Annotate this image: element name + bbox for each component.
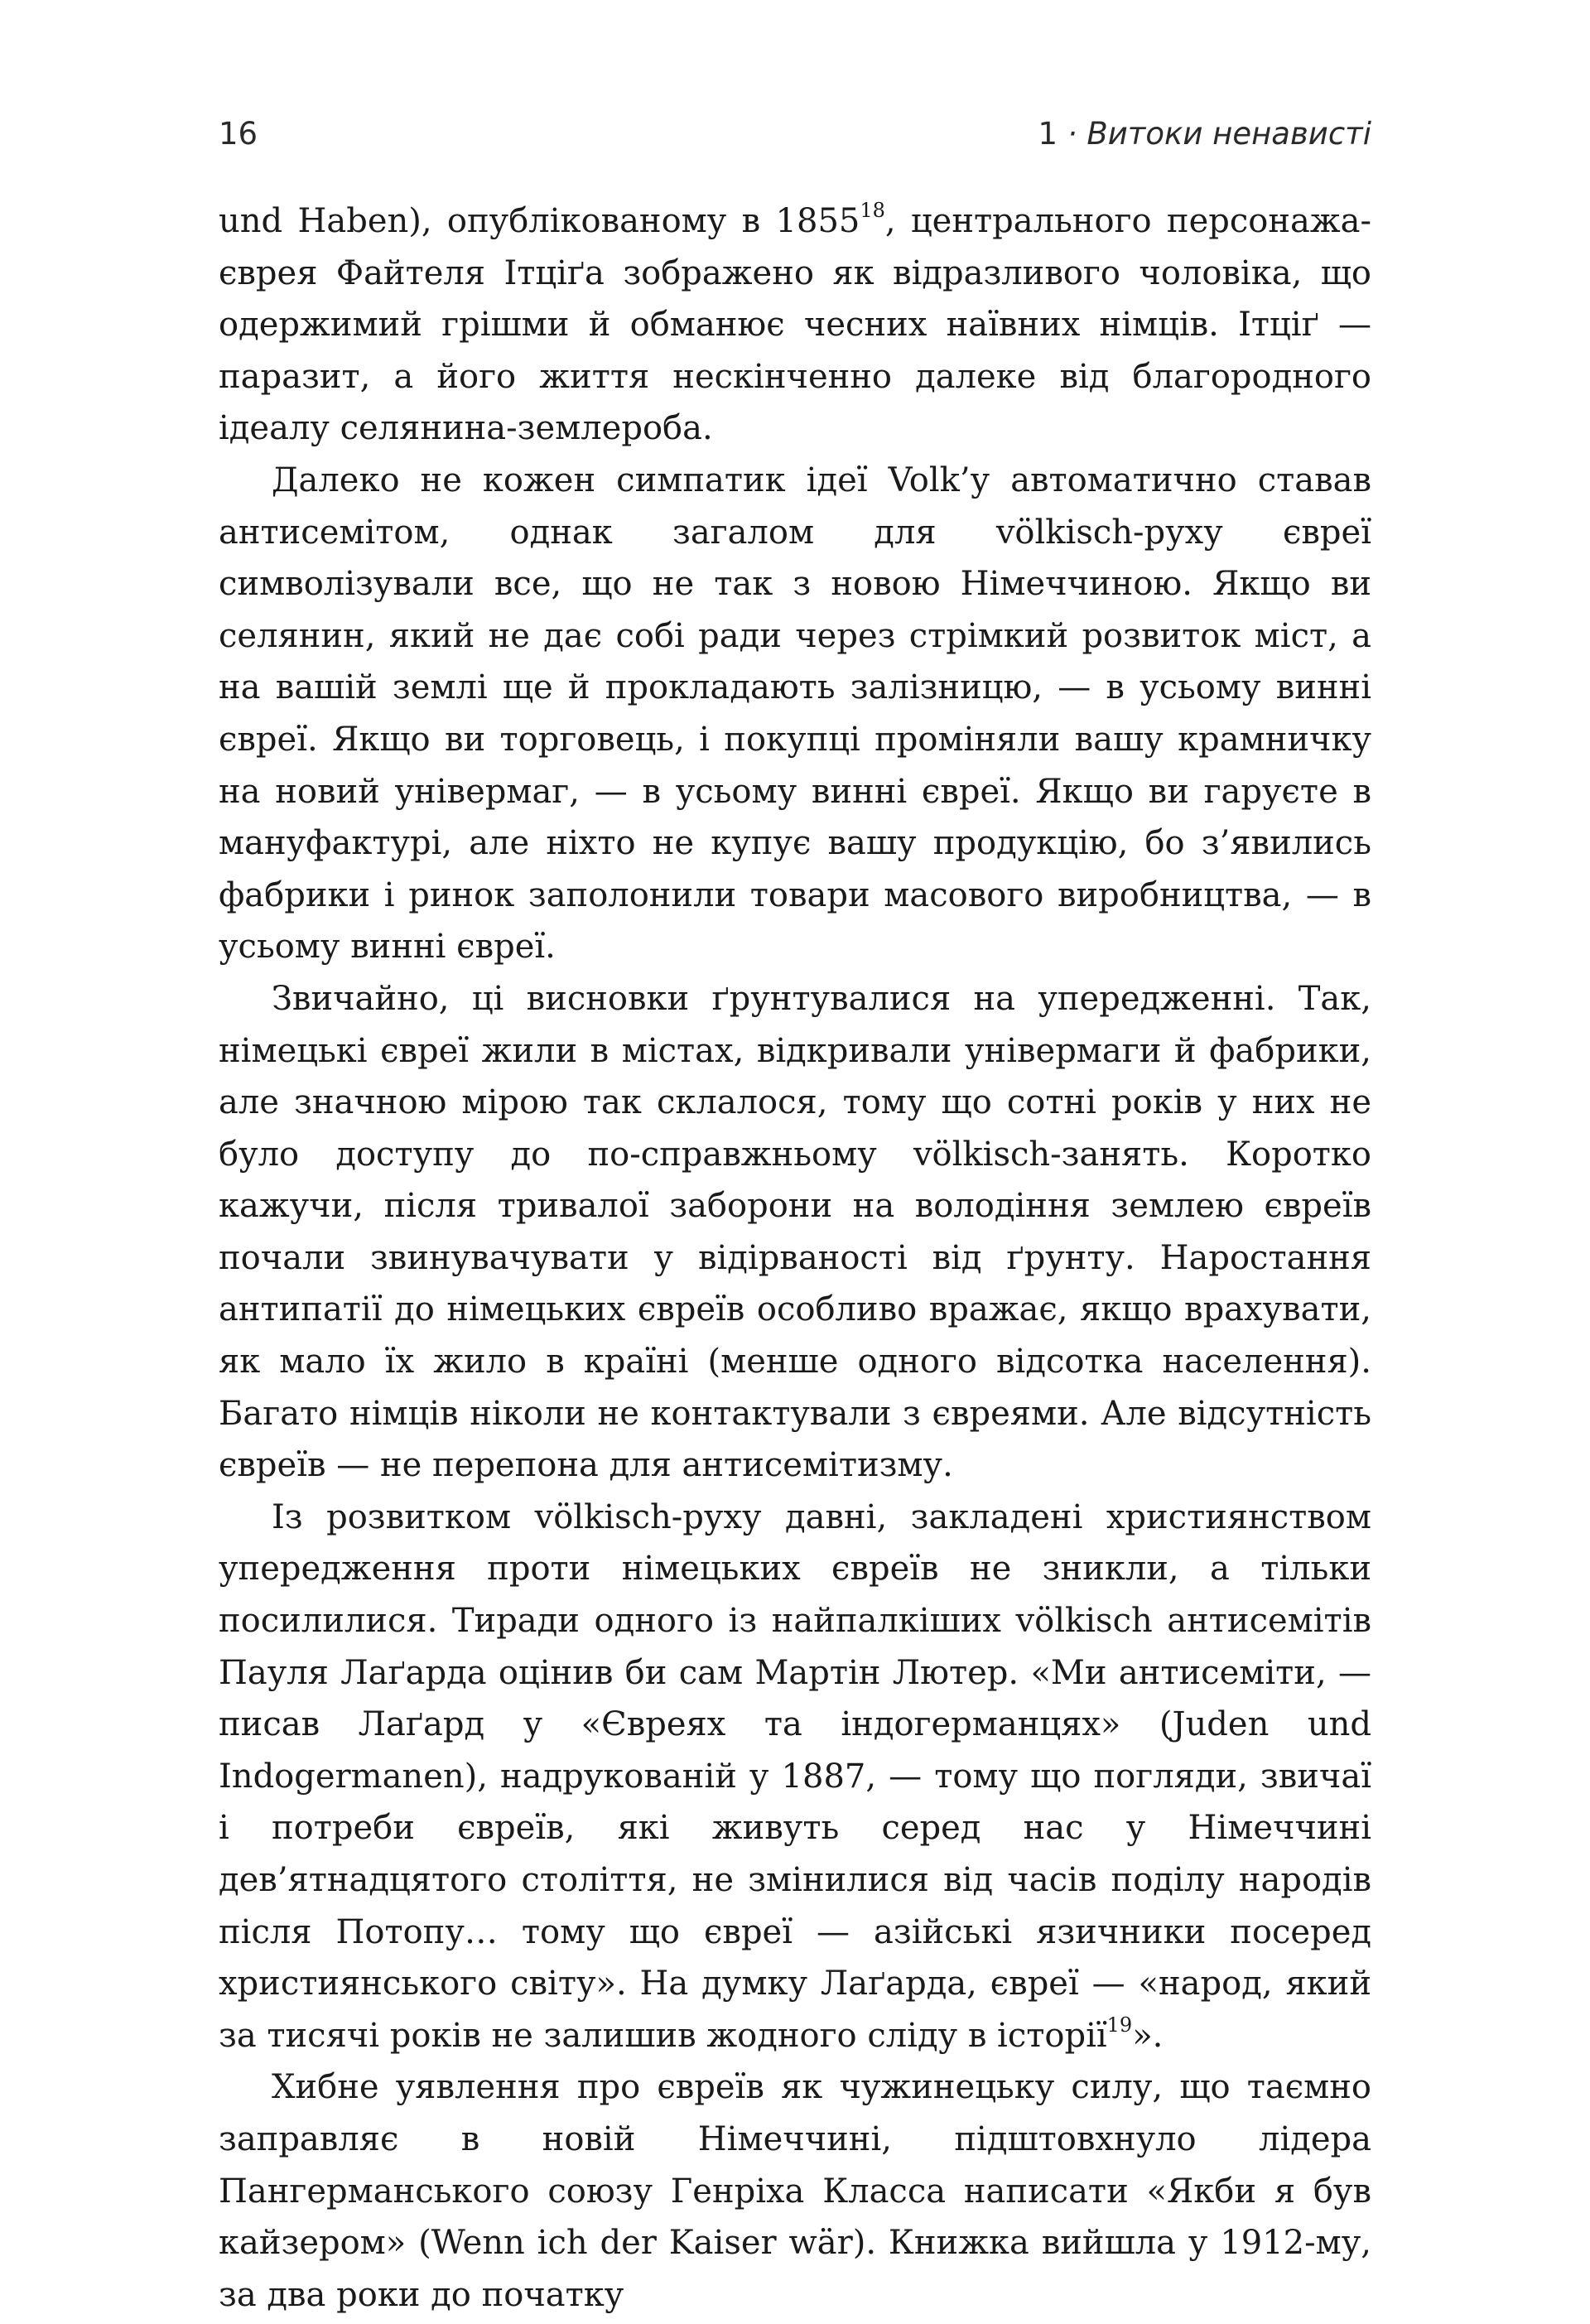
chapter-separator: · <box>1067 116 1077 152</box>
body-text <box>219 195 1371 2321</box>
chapter-reference <box>1038 116 1371 152</box>
paragraph <box>219 1492 1371 2062</box>
paragraph: Хибне уявлення про євреїв як чужинецьку силу, що таємно заправляє в новій Німеччині, підштовхнуло лідера Пангерманського союзу Генріха Класса написати «Якби я був кайзером» (Wenn ich der Kaiser wär). Книжка вийшла у 1912-му, за два роки до початку <box>219 2068 1371 2314</box>
paragraph-text: ». <box>1132 2016 1164 2055</box>
paragraph-text: Із розвитком völkisch-руху давні, закладені християнством упередження проти німецьких євреїв не зникли, а тільки посилилися. Тиради одного із найпалкіших völkisch антисемітів Пауля Лаґарда оцінив би сам Мартін Лютер. «Ми антисеміти, — писав Лаґард у «Євреях та індогерманцях» (Juden und Indogermanen), надрукованій у 1887, — тому що погляди, звичаї і потреби євреїв, які живуть серед нас у Німеччині дев’ятнадцятого століття, не змінилися від часів поділу народів після Потопу… тому що євреї — азійські язичники посеред християнського світу». На думку Лаґарда, євреї — «народ, який за тисячі років не залишив жодного сліду в історії <box>219 1497 1371 2055</box>
paragraph-text: , центрального персонажа-єврея Файтеля Ітціґа зображено як відразливого чоловіка, що одержимий грішми й обманює чесних наївних німців. Ітціґ — паразит, а його життя нескінченно далеке від благородного ідеалу селянина-землероба. <box>219 202 1372 448</box>
footnote-marker: 19 <box>1106 2013 1133 2037</box>
chapter-title: Витоки ненависті <box>1086 116 1371 152</box>
paragraph: Звичайно, ці висновки ґрунтувалися на упередженні. Так, німецькі євреї жили в містах, відкривали універмаги й фабрики, але значною мірою так склалося, тому що сотні років у них не було доступу до по-справжньому völkisch-занять. Коротко кажучи, після тривалої заборони на володіння землею євреїв почали звинувачувати у відірваності від ґрунту. Наростання антипатії до німецьких євреїв особливо вражає, якщо врахувати, як мало їх жило в країні (менше одного відсотка населення). Багато німців ніколи не контактували з євреями. Але відсутність євреїв — не перепона для антисемітизму. <box>219 979 1371 1485</box>
paragraph-continued <box>219 195 1371 455</box>
page-number: 16 <box>219 116 258 152</box>
footnote-marker: 18 <box>860 199 885 222</box>
running-head <box>219 116 1371 166</box>
chapter-number: 1 <box>1038 116 1058 152</box>
paragraph: Далеко не кожен симпатик ідеї Volk’у автоматично ставав антисемітом, однак загалом для völkisch-руху євреї символізували все, що не так з новою Німеччиною. Якщо ви селянин, який не дає собі ради через стрімкий розвиток міст, а на вашій землі ще й прокладають залізницю, — в усьому винні євреї. Якщо ви торговець, і покупці проміняли вашу крамничку на новий універмаг, — в усьому винні євреї. Якщо ви гаруєте в мануфактурі, але ніхто не купує вашу продукцію, бо з’явились фабрики і ринок заполонили товари масового виробництва, — в усьому винні євреї. <box>219 460 1371 967</box>
paragraph-text: und Haben), опублікованому в 1855 <box>219 202 860 240</box>
